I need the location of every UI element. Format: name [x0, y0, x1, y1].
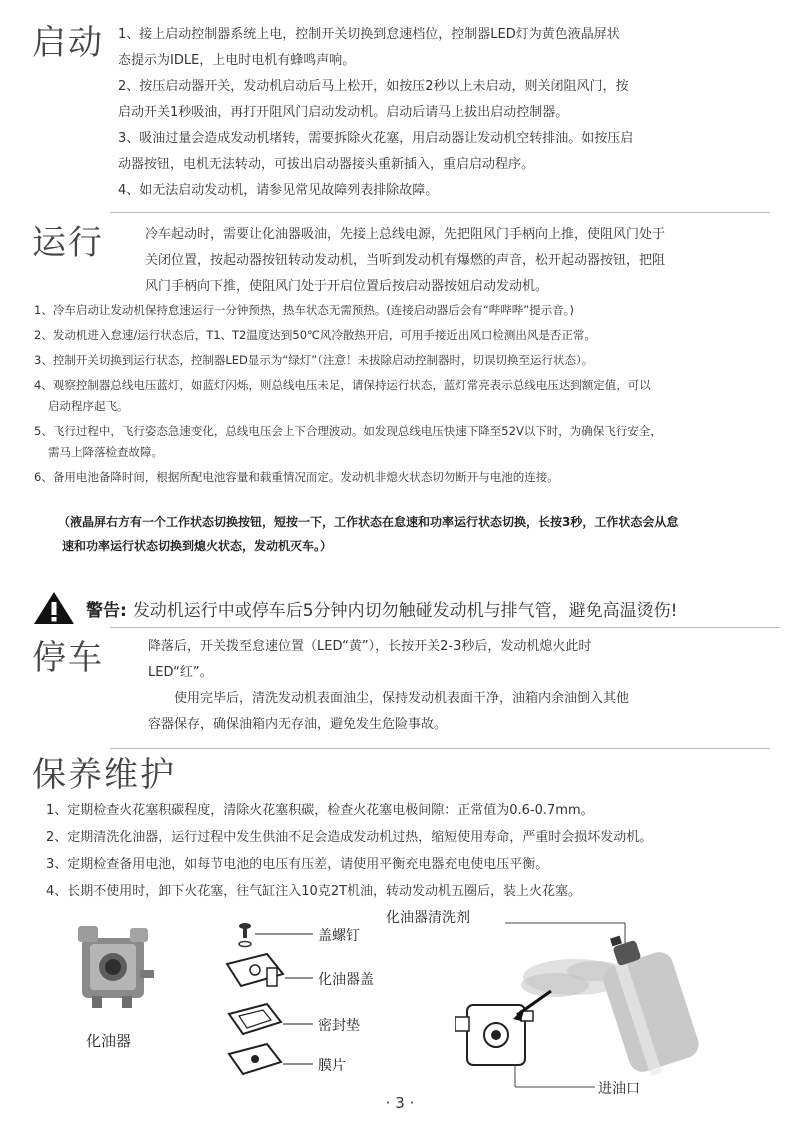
- yunxing-note: [58, 510, 778, 558]
- yunxing-intro: [145, 222, 765, 300]
- warning-icon: [32, 590, 76, 626]
- divider: [110, 627, 780, 628]
- tingche-line: LED“红”。: [148, 665, 213, 680]
- list-item: 4、观察控制器总线电压蓝灯，如蓝灯闪烁，则总线电压未足，请保持运行状态，蓝灯常亮表示总线电压达到额定值，可以: [34, 378, 651, 392]
- cover-part: [227, 954, 283, 986]
- gasket-part: [229, 1004, 281, 1034]
- tingche-line: 容器保存，确保油箱内无存油，避免发生危险事故。: [148, 717, 448, 732]
- divider: [110, 748, 770, 749]
- list-item: 6、备用电池备降时间，根据所配电池容量和载重情况而定。发动机非熄火状态切勿断开与电池的连接。: [34, 470, 559, 484]
- section-title-qidong: 启动: [32, 23, 104, 63]
- list-item: 3、定期检查备用电池，如每节电池的电压有压差，请使用平衡充电器充电使电压平衡。: [46, 857, 549, 872]
- diaphragm-part: [229, 1044, 281, 1074]
- qidong-line: 3、吸油过量会造成发动机堵转，需要拆除火花塞，用启动器让发动机空转排油。如按压启: [118, 131, 634, 146]
- part-label-gasket: 密封垫: [318, 1018, 360, 1034]
- carburetor-image: [72, 918, 162, 1013]
- list-item: 1、冷车启动让发动机保持怠速运行一分钟预热，热车状态无需预热。(连接启动器后会有“哔哔哔”提示音。): [34, 303, 574, 317]
- list-item: 2、定期清洗化油器，运行过程中发生供油不足会造成发动机过热，缩短使用寿命，严重时会损坏发动机。: [46, 830, 653, 845]
- tingche-line: 降落后，开关拨至怠速位置（LED“黄”），长按开关2-3秒后，发动机熄火此时: [148, 639, 592, 654]
- qidong-line: 动器按钮，电机无法转动，可拔出启动器接头重新插入，重启启动程序。: [118, 157, 535, 172]
- qidong-line: 态提示为IDLE，上电时电机有蜂鸣声响。: [118, 53, 356, 68]
- list-item: 5、飞行过程中，飞行姿态急速变化，总线电压会上下合理波动。如发现总线电压快速下降至52V以下时，为确保飞行安全，: [34, 424, 662, 438]
- cleaner-label: 化油器清洗剂: [386, 910, 470, 926]
- qidong-line: 启动开关1秒吸油，再打开阻风门启动发动机。启动后请马上拔出启动控制器。: [118, 105, 569, 120]
- inlet-label: 进油口: [598, 1081, 640, 1097]
- screw-part: [239, 923, 251, 947]
- warning-label: 警告:: [86, 600, 127, 621]
- tingche-text: [148, 634, 768, 738]
- qidong-line: 4、如无法启动发动机，请参见常见故障列表排除故障。: [118, 183, 439, 198]
- list-item: 3、控制开关切换到运行状态，控制器LED显示为“绿灯”（注意！未拔除启动控制器时，切误切换至运行状态）。: [34, 353, 594, 367]
- yunxing-list: [34, 300, 774, 488]
- cleaning-illustration: [455, 915, 705, 1095]
- page-number: · 3 ·: [385, 1094, 415, 1112]
- part-label-screw: 盖螺钉: [318, 928, 360, 944]
- list-item-cont: 需马上降落检查故障。: [48, 445, 163, 459]
- yunxing-intro-line: 冷车起动时，需要让化油器吸油，先接上总线电源，先把阻风门手柄向上推，使阻风门处于: [145, 227, 666, 242]
- list-item: 2、发动机进入怠速/运行状态后，T1、T2温度达到50℃风冷散热开启，可用手接近出风口检测出风是否正常。: [34, 328, 596, 342]
- exploded-parts-diagram: [215, 916, 315, 1076]
- section-title-baoyang: 保养维护: [32, 755, 176, 795]
- qidong-line: 1、接上启动控制器系统上电，控制开关切换到怠速档位，控制器LED灯为黄色液晶屏状: [118, 27, 620, 42]
- list-item: 1、定期检查火花塞积碳程度，清除火花塞积碳，检查火花塞电极间隙：正常值为0.6-0.7mm。: [46, 803, 594, 818]
- warning-banner: [32, 588, 782, 628]
- note-line: （液晶屏右方有一个工作状态切换按钮，短按一下，工作状态在怠速和功率运行状态切换，长按3秒，工作状态会从怠: [58, 515, 679, 529]
- tingche-line: 使用完毕后，清洗发动机表面油尘，保持发动机表面干净，油箱内余油倒入其他: [174, 691, 630, 706]
- part-label-cover: 化油器盖: [318, 972, 374, 988]
- yunxing-intro-line: 关闭位置，按起动器按钮转动发动机，当听到发动机有爆燃的声音，松开起动器按钮，把阻: [145, 253, 666, 268]
- part-label-diaphragm: 膜片: [318, 1058, 346, 1074]
- carburetor-label: 化油器: [86, 1032, 132, 1050]
- qidong-line: 2、按压启动器开关，发动机启动后马上松开，如按压2秒以上未启动，则关闭阻风门，按: [118, 79, 629, 94]
- divider: [110, 212, 770, 213]
- qidong-text: [118, 22, 778, 204]
- section-title-yunxing: 运行: [32, 223, 104, 263]
- yunxing-intro-line: 风门手柄向下推，使阻风门处于开启位置后按启动器按妞启动发动机。: [145, 279, 549, 294]
- baoyang-list: [46, 797, 786, 905]
- note-line: 速和功率运行状态切换到熄火状态，发动机灭车。）: [62, 539, 333, 553]
- spray-can: [600, 936, 702, 1077]
- section-title-tingche: 停车: [32, 638, 104, 678]
- warning-text: 发动机运行中或停车后5分钟内切勿触碰发动机与排气管，避免高温烫伤!: [132, 600, 678, 621]
- list-item-cont: 启动程序起飞。: [48, 399, 129, 413]
- list-item: 4、长期不使用时，卸下火花塞，往气缸注入10克2T机油，转动发动机五圈后，装上火花塞。: [46, 884, 582, 899]
